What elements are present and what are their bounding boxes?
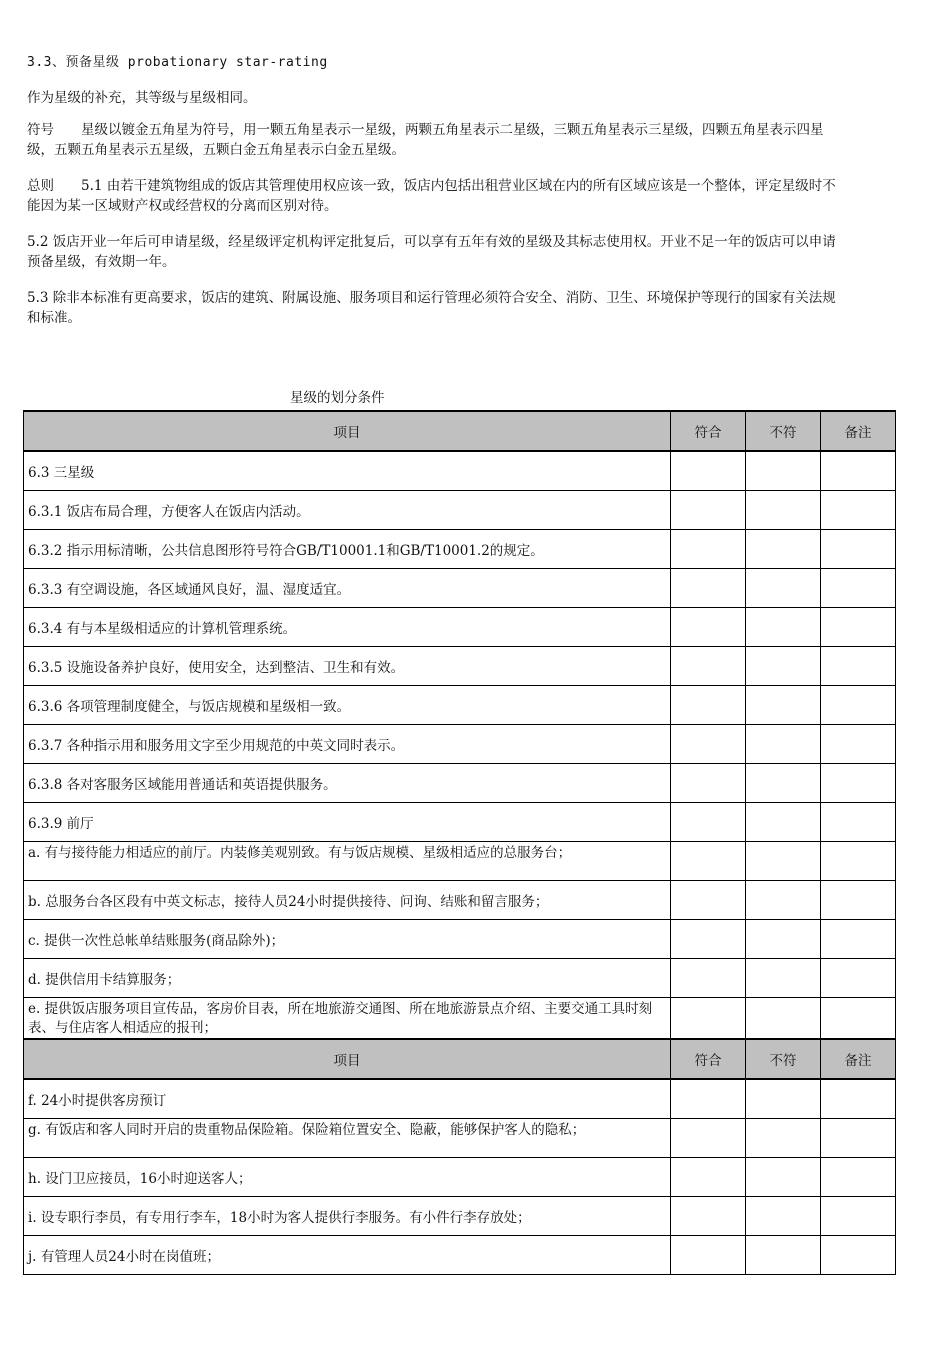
conform-cell[interactable] — [671, 529, 746, 568]
conform-cell[interactable] — [671, 802, 746, 841]
table-row — [24, 802, 896, 841]
criteria-text: f. 24小时提供客房预订 — [24, 1079, 671, 1118]
conform-cell[interactable] — [671, 685, 746, 724]
table-row — [24, 646, 896, 685]
remark-cell[interactable] — [821, 724, 896, 763]
nonconform-cell[interactable] — [746, 1157, 821, 1196]
table-row — [24, 1235, 896, 1274]
nonconform-cell[interactable] — [746, 802, 821, 841]
header-item: 项目 — [24, 411, 671, 451]
nonconform-cell[interactable] — [746, 490, 821, 529]
remark-cell[interactable] — [821, 1235, 896, 1274]
remark-cell[interactable] — [821, 1157, 896, 1196]
criteria-text: d. 提供信用卡结算服务； — [24, 958, 671, 997]
nonconform-cell[interactable] — [746, 685, 821, 724]
remark-cell[interactable] — [821, 685, 896, 724]
remark-cell[interactable] — [821, 529, 896, 568]
criteria-text: 6.3.8 各对客服务区域能用普通话和英语提供服务。 — [24, 763, 671, 802]
remark-cell[interactable] — [821, 607, 896, 646]
table-row — [24, 880, 896, 919]
criteria-text: c. 提供一次性总帐单结账服务(商品除外)； — [24, 919, 671, 958]
conform-cell[interactable] — [671, 607, 746, 646]
table-row — [24, 451, 896, 490]
nonconform-cell[interactable] — [746, 607, 821, 646]
paragraph-5-3: 5.3 除非本标准有更高要求，饭店的建筑、附属设施、服务项目和运行管理必须符合安全、消防、卫生、环境保护等现行的国家有关法规和标准。 — [27, 290, 836, 326]
conform-cell[interactable] — [671, 490, 746, 529]
conform-cell[interactable] — [671, 451, 746, 490]
criteria-text: 6.3.4 有与本星级相适应的计算机管理系统。 — [24, 607, 671, 646]
nonconform-cell[interactable] — [746, 451, 821, 490]
symbol-paragraph: 符号 星级以镀金五角星为符号，用一颗五角星表示一星级，两颗五角星表示二星级，三颗五角星表示三星级，四颗五角星表示四星级，五颗五角星表示五星级，五颗白金五角星表示白金五星级。 — [27, 122, 824, 158]
nonconform-cell[interactable] — [746, 568, 821, 607]
header-nonconform: 不符 — [746, 411, 821, 451]
table-row — [24, 529, 896, 568]
nonconform-cell[interactable] — [746, 997, 821, 1038]
remark-cell[interactable] — [821, 841, 896, 880]
nonconform-cell[interactable] — [746, 529, 821, 568]
conform-cell[interactable] — [671, 1079, 746, 1118]
table-row — [24, 568, 896, 607]
remark-cell[interactable] — [821, 802, 896, 841]
table-row — [24, 1196, 896, 1235]
criteria-text: b. 总服务台各区段有中英文标志，接待人员24小时提供接待、问询、结账和留言服务； — [24, 880, 671, 919]
table-header-row — [24, 411, 896, 451]
remark-cell[interactable] — [821, 451, 896, 490]
nonconform-cell[interactable] — [746, 1118, 821, 1157]
criteria-text: 6.3 三星级 — [24, 451, 671, 490]
criteria-text: 6.3.9 前厅 — [24, 802, 671, 841]
criteria-text: j. 有管理人员24小时在岗值班； — [24, 1235, 671, 1274]
header-nonconform: 不符 — [746, 1039, 821, 1079]
header-remark: 备注 — [821, 411, 896, 451]
conform-cell[interactable] — [671, 997, 746, 1038]
table-row — [24, 997, 896, 1038]
criteria-text: g. 有饭店和客人同时开启的贵重物品保险箱。保险箱位置安全、隐蔽，能够保护客人的隐私； — [24, 1118, 671, 1157]
conform-cell[interactable] — [671, 1235, 746, 1274]
header-remark: 备注 — [821, 1039, 896, 1079]
conform-cell[interactable] — [671, 880, 746, 919]
criteria-text: a. 有与接待能力相适应的前厅。内装修美观别致。有与饭店规模、星级相适应的总服务台； — [24, 841, 671, 880]
general-paragraph: 总则 5.1 由若干建筑物组成的饭店其管理使用权应该一致，饭店内包括出租营业区域在内的所有区域应该是一个整体，评定星级时不能因为某一区域财产权或经营权的分离而区别对待。 — [27, 178, 836, 214]
remark-cell[interactable] — [821, 1079, 896, 1118]
criteria-text: 6.3.7 各种指示用和服务用文字至少用规范的中英文同时表示。 — [24, 724, 671, 763]
remark-cell[interactable] — [821, 919, 896, 958]
intro-paragraph: 作为星级的补充，其等级与星级相同。 — [27, 90, 257, 106]
nonconform-cell[interactable] — [746, 724, 821, 763]
table-row — [24, 685, 896, 724]
remark-cell[interactable] — [821, 880, 896, 919]
conform-cell[interactable] — [671, 1196, 746, 1235]
paragraph-5-2: 5.2 饭店开业一年后可申请星级，经星级评定机构评定批复后，可以享有五年有效的星级及其标志使用权。开业不足一年的饭店可以申请预备星级，有效期一年。 — [27, 234, 836, 270]
nonconform-cell[interactable] — [746, 958, 821, 997]
criteria-text: 6.3.2 指示用标清晰，公共信息图形符号符合GB/T10001.1和GB/T10001.2的规定。 — [24, 529, 671, 568]
table-row — [24, 490, 896, 529]
criteria-text: i. 设专职行李员，有专用行李车，18小时为客人提供行李服务。有小件行李存放处； — [24, 1196, 671, 1235]
remark-cell[interactable] — [821, 1118, 896, 1157]
header-item: 项目 — [24, 1039, 671, 1079]
remark-cell[interactable] — [821, 490, 896, 529]
table-row — [24, 607, 896, 646]
nonconform-cell[interactable] — [746, 1196, 821, 1235]
criteria-text: 6.3.3 有空调设施，各区域通风良好，温、湿度适宜。 — [24, 568, 671, 607]
remark-cell[interactable] — [821, 568, 896, 607]
conform-cell[interactable] — [671, 1118, 746, 1157]
conform-cell[interactable] — [671, 919, 746, 958]
criteria-text: e. 提供饭店服务项目宣传品，客房价目表，所在地旅游交通图、所在地旅游景点介绍、主要交通工具时刻表、与住店客人相适应的报刊； — [24, 997, 671, 1038]
table-header-row — [24, 1039, 896, 1079]
nonconform-cell[interactable] — [746, 763, 821, 802]
table-row — [24, 958, 896, 997]
table-caption: 星级的划分条件 — [290, 390, 385, 406]
conform-cell[interactable] — [671, 568, 746, 607]
criteria-text: 6.3.5 设施设备养护良好，使用安全，达到整洁、卫生和有效。 — [24, 646, 671, 685]
criteria-text: 6.3.1 饭店布局合理，方便客人在饭店内活动。 — [24, 490, 671, 529]
remark-cell[interactable] — [821, 763, 896, 802]
conform-cell[interactable] — [671, 841, 746, 880]
nonconform-cell[interactable] — [746, 880, 821, 919]
conform-cell[interactable] — [671, 1157, 746, 1196]
nonconform-cell[interactable] — [746, 841, 821, 880]
table-row — [24, 1118, 896, 1157]
nonconform-cell[interactable] — [746, 646, 821, 685]
criteria-table-part2 — [23, 1038, 896, 1275]
remark-cell[interactable] — [821, 997, 896, 1038]
conform-cell[interactable] — [671, 763, 746, 802]
section-heading: 3.3、预备星级 probationary star-rating — [27, 55, 328, 70]
remark-cell[interactable] — [821, 958, 896, 997]
conform-cell[interactable] — [671, 646, 746, 685]
table-row — [24, 1157, 896, 1196]
table-row — [24, 724, 896, 763]
conform-cell[interactable] — [671, 724, 746, 763]
table-row — [24, 841, 896, 880]
remark-cell[interactable] — [821, 646, 896, 685]
table-row — [24, 1079, 896, 1118]
header-conform: 符合 — [671, 1039, 746, 1079]
nonconform-cell[interactable] — [746, 1079, 821, 1118]
remark-cell[interactable] — [821, 1196, 896, 1235]
criteria-table-part1 — [23, 410, 896, 1039]
criteria-text: h. 设门卫应接员，16小时迎送客人； — [24, 1157, 671, 1196]
conform-cell[interactable] — [671, 958, 746, 997]
criteria-text: 6.3.6 各项管理制度健全，与饭店规模和星级相一致。 — [24, 685, 671, 724]
nonconform-cell[interactable] — [746, 1235, 821, 1274]
header-conform: 符合 — [671, 411, 746, 451]
nonconform-cell[interactable] — [746, 919, 821, 958]
table-row — [24, 763, 896, 802]
table-row — [24, 919, 896, 958]
